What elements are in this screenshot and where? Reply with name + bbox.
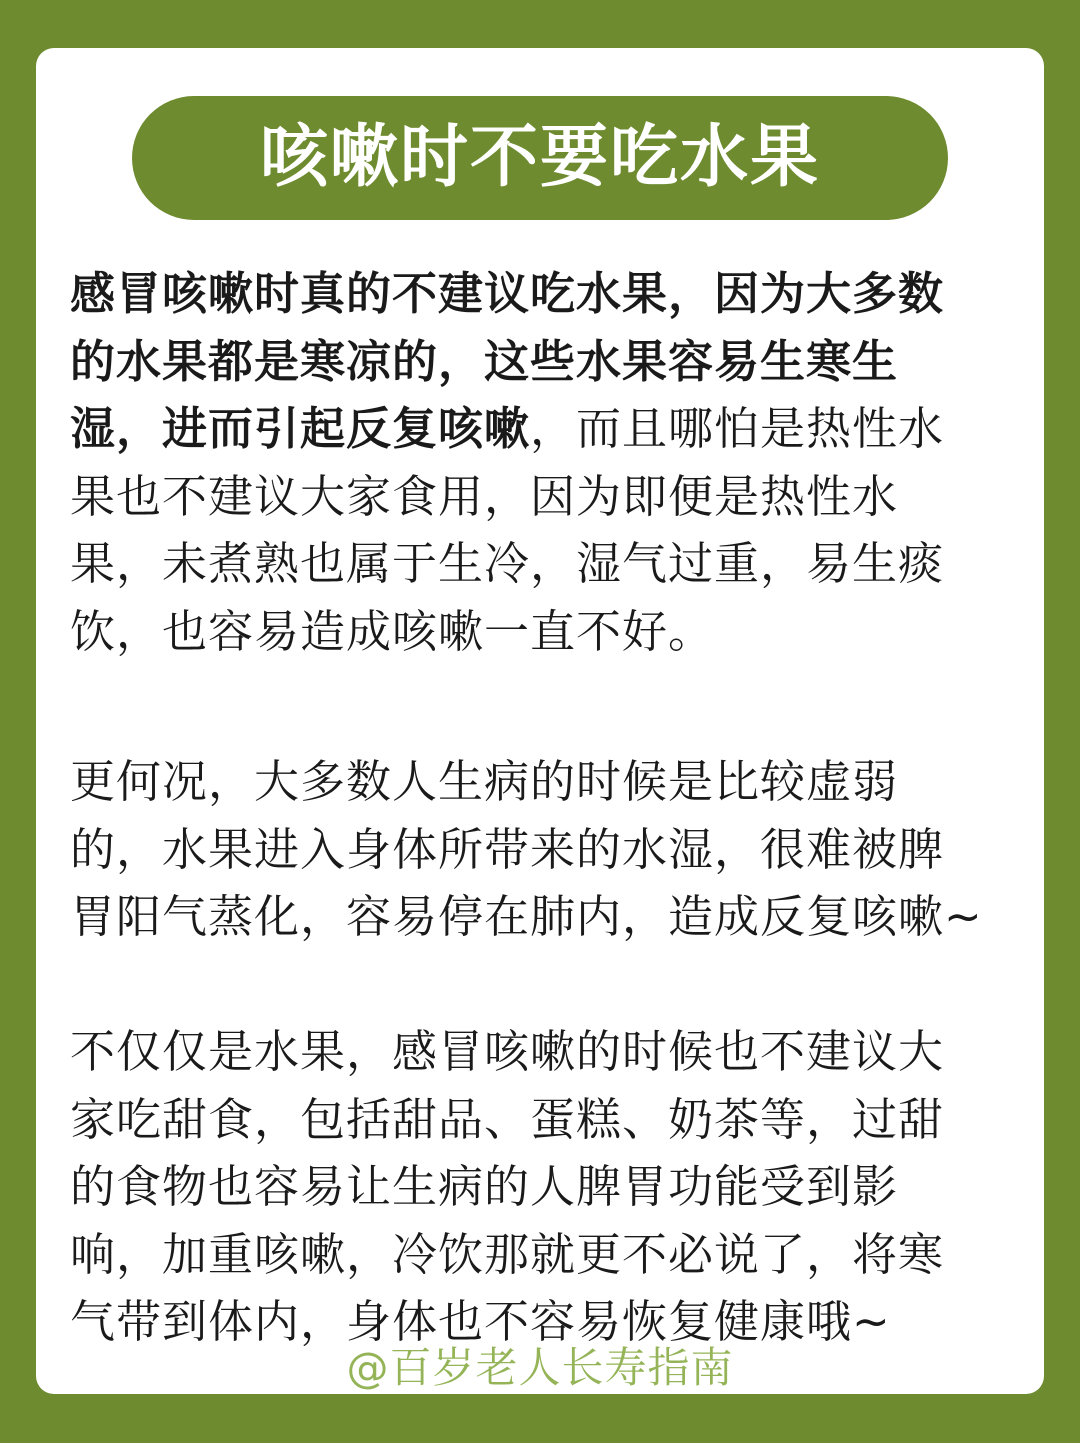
paragraph-1-line-6: 饮，也容易造成咳嗽一直不好。	[70, 604, 715, 658]
paragraph-1-line-3-rest: ，而且哪怕是热性水	[530, 402, 945, 455]
paragraph-1-line-2: 的水果都是寒凉的，这些水果容易生寒生	[70, 334, 899, 388]
author-signature: @百岁老人长寿指南	[346, 1343, 734, 1392]
paragraph-3-line-4: 响，加重咳嗽，冷饮那就更不必说了，将寒	[70, 1227, 945, 1281]
paragraph-3	[70, 1018, 1020, 1356]
paragraph-1	[70, 260, 1020, 665]
title-banner	[132, 96, 948, 220]
paragraph-1-line-3	[70, 395, 1020, 463]
paragraph-2-line-2: 的，水果进入身体所带来的水湿，很难被脾	[70, 822, 945, 876]
paragraph-1-line-3-bold: 湿，进而引起反复咳嗽	[70, 402, 531, 455]
paragraph-3-line-1: 不仅仅是水果，感冒咳嗽的时候也不建议大	[70, 1025, 945, 1078]
paragraph-2-line-3: 胃阳气蒸化，容易停在肺内，造成反复咳嗽~	[70, 890, 983, 943]
content-card	[36, 48, 1044, 1394]
paragraph-1-line-1: 感冒咳嗽时真的不建议吃水果，因为大多数	[70, 267, 945, 320]
paragraph-3-line-3: 的食物也容易让生病的人脾胃功能受到影	[70, 1160, 899, 1213]
paragraph-1-line-4: 果也不建议大家食用，因为即便是热性水	[70, 469, 899, 523]
paragraph-1-line-5: 果，未煮熟也属于生冷，湿气过重，易生痰	[70, 537, 945, 590]
page-title: 咳嗽时不要吃水果	[259, 118, 820, 197]
paragraph-2	[70, 748, 1020, 951]
paragraph-3-line-5: 气带到体内，身体也不容易恢复健康哦~	[70, 1295, 891, 1348]
paragraph-3-line-2: 家吃甜食，包括甜品、蛋糕、奶茶等，过甜	[70, 1092, 945, 1146]
paragraph-2-line-1: 更何况，大多数人生病的时候是比较虚弱	[70, 755, 899, 808]
